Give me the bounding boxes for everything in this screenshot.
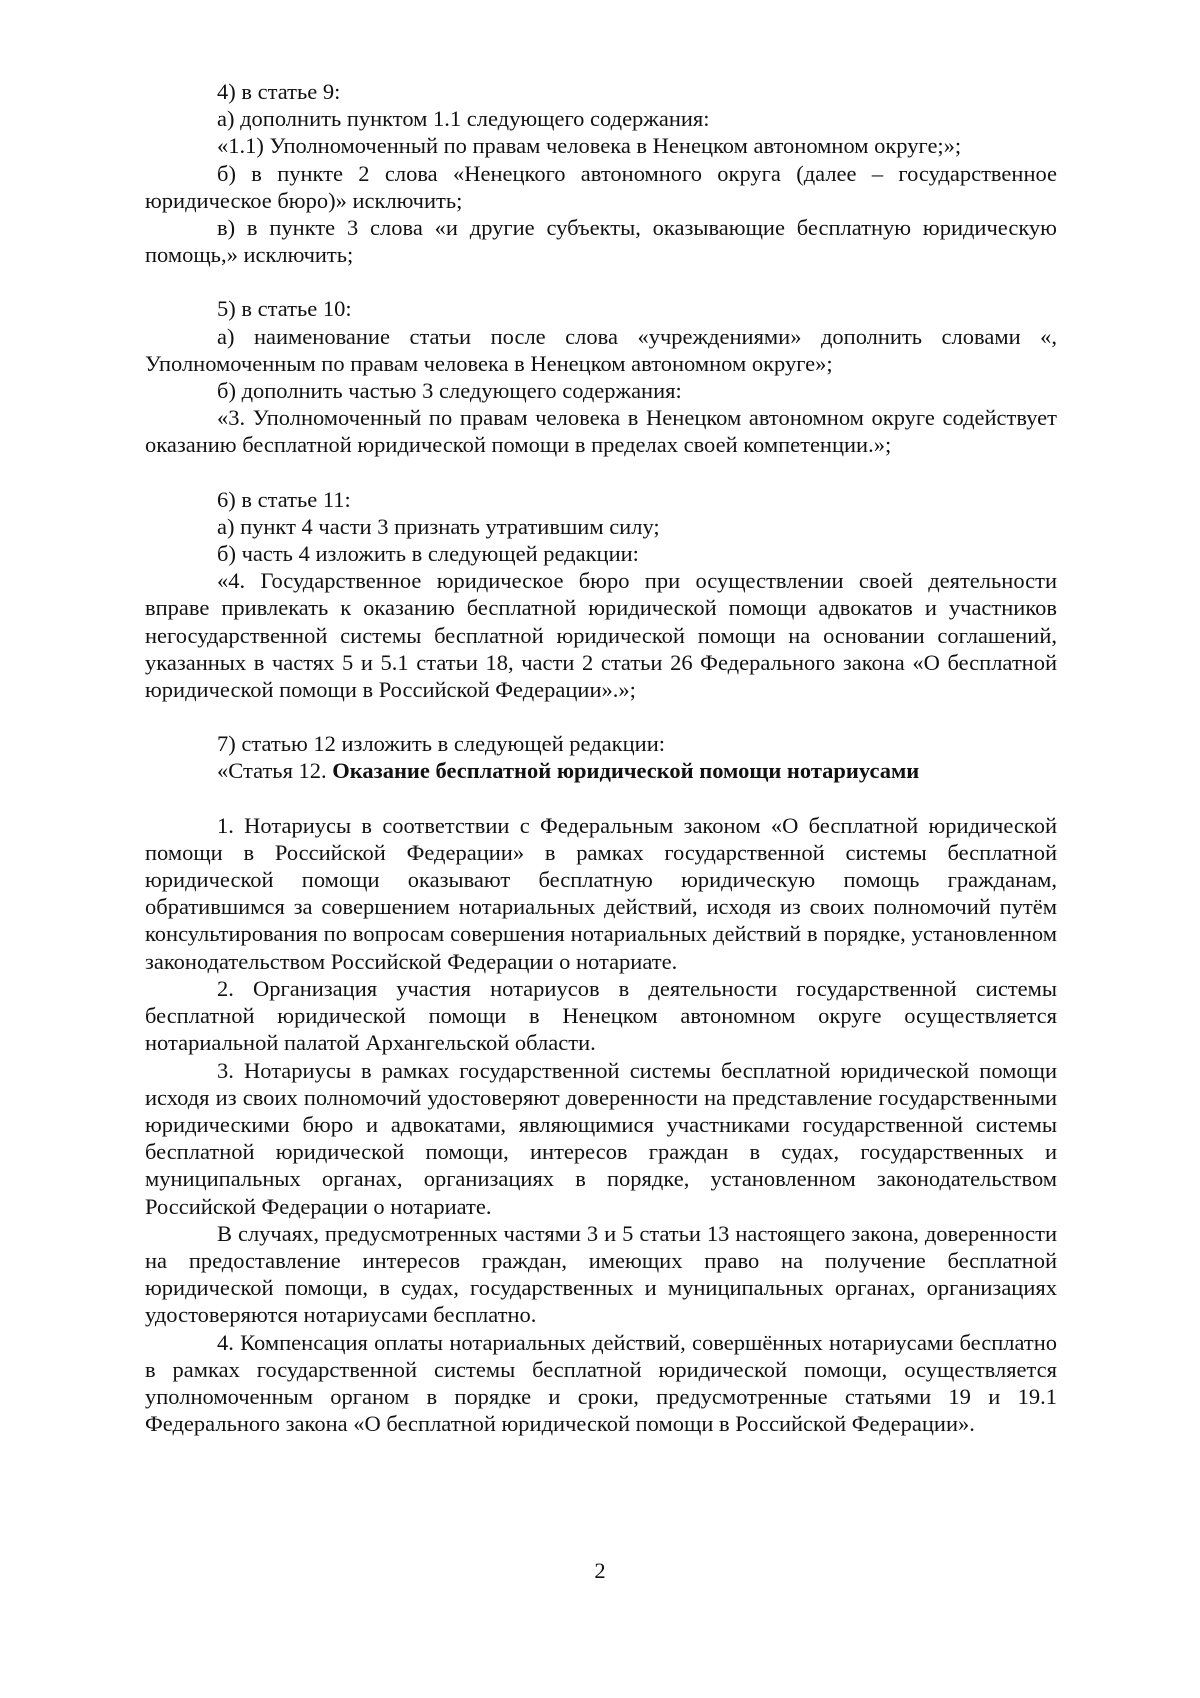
paragraph: а) пункт 4 части 3 признать утратившим силу;	[217, 513, 660, 539]
article-12-title	[145, 757, 1057, 784]
paragraph: б) в пункте 2 слова «Ненецкого автономного округа (далее – государственное юридическое бюро)» исключить;	[145, 160, 1057, 213]
article-12-prefix: «Статья 12.	[217, 758, 333, 784]
paragraph: в) в пункте 3 слова «и другие субъекты, оказывающие бесплатную юридическую помощь,» исключить;	[145, 215, 1057, 268]
paragraph: б) дополнить частью 3 следующего содержания:	[217, 378, 682, 404]
spacer	[145, 459, 1057, 486]
paragraph: В случаях, предусмотренных частями 3 и 5 статьи 13 настоящего закона, доверенности на предоставление интересов граждан, имеющих право на получение бесплатной юридической помощи, в судах, государственных и муниципальных органах, организациях удостоверяются нотариусами бесплатно.	[145, 1220, 1057, 1328]
article-12-title-bold: Оказание бесплатной юридической помощи нотариусами	[332, 758, 920, 784]
paragraph-article-11-heading: 6) в статье 11:	[217, 486, 351, 512]
paragraph: 2. Организация участия нотариусов в деятельности государственной системы бесплатной юридической помощи в Ненецком автономном округе осуществляется нотариальной палатой Архангельской области.	[145, 975, 1057, 1056]
paragraph: «3. Уполномоченный по правам человека в Ненецком автономном округе содействует оказанию бесплатной юридической помощи в пределах своей компетенции.»;	[145, 405, 1057, 458]
spacer	[145, 268, 1057, 295]
document-body	[145, 78, 1057, 1437]
paragraph: б) часть 4 изложить в следующей редакции:	[217, 541, 639, 567]
paragraph: а) наименование статьи после слова «учреждениями» дополнить словами «, Уполномоченным по правам человека в Ненецком автономном округе»;	[145, 323, 1057, 376]
page-number: 2	[594, 1558, 606, 1583]
paragraph: а) дополнить пунктом 1.1 следующего содержания:	[217, 106, 710, 132]
paragraph-article-12-heading: 7) статью 12 изложить в следующей редакции:	[217, 731, 665, 757]
spacer	[145, 785, 1057, 812]
spacer	[145, 703, 1057, 730]
paragraph: «1.1) Уполномоченный по правам человека в Ненецком автономном округе;»;	[217, 133, 962, 159]
paragraph-article-10-heading: 5) в статье 10:	[217, 296, 352, 322]
paragraph: «4. Государственное юридическое бюро при осуществлении своей деятельности вправе привлекать к оказанию бесплатной юридической помощи адвокатов и участников негосударственной системы бесплатной юридической помощи на основании соглашений, указанных в частях 5 и 5.1 статьи 18, части 2 статьи 26 Федерального закона «О бесплатной юридической помощи в Российской Федерации».»;	[145, 568, 1057, 703]
paragraph: 3. Нотариусы в рамках государственной системы бесплатной юридической помощи исходя из своих полномочий удостоверяют доверенности на представление государственными юридическими бюро и адвокатами, являющимися участниками государственной системы бесплатной юридической помощи, интересов граждан в судах, государственных и муниципальных органах, организациях в порядке, установленном законодательством Российской Федерации о нотариате.	[145, 1057, 1057, 1219]
paragraph: 1. Нотариусы в соответствии с Федеральным законом «О бесплатной юридической помощи в Российской Федерации» в рамках государственной системы бесплатной юридической помощи оказывают бесплатную юридическую помощь гражданам, обратившимся за совершением нотариальных действий, исходя из своих полномочий путём консультирования по вопросам совершения нотариальных действий в порядке, установленном законодательством Российской Федерации о нотариате.	[145, 812, 1057, 974]
paragraph-article-9-heading: 4) в статье 9:	[217, 79, 341, 104]
paragraph: 4. Компенсация оплаты нотариальных действий, совершённых нотариусами бесплатно в рамках государственной системы бесплатной юридической помощи, осуществляется уполномоченным органом в порядке и сроки, предусмотренные статьями 19 и 19.1 Федерального закона «О бесплатной юридической помощи в Российской Федерации».	[145, 1329, 1057, 1437]
